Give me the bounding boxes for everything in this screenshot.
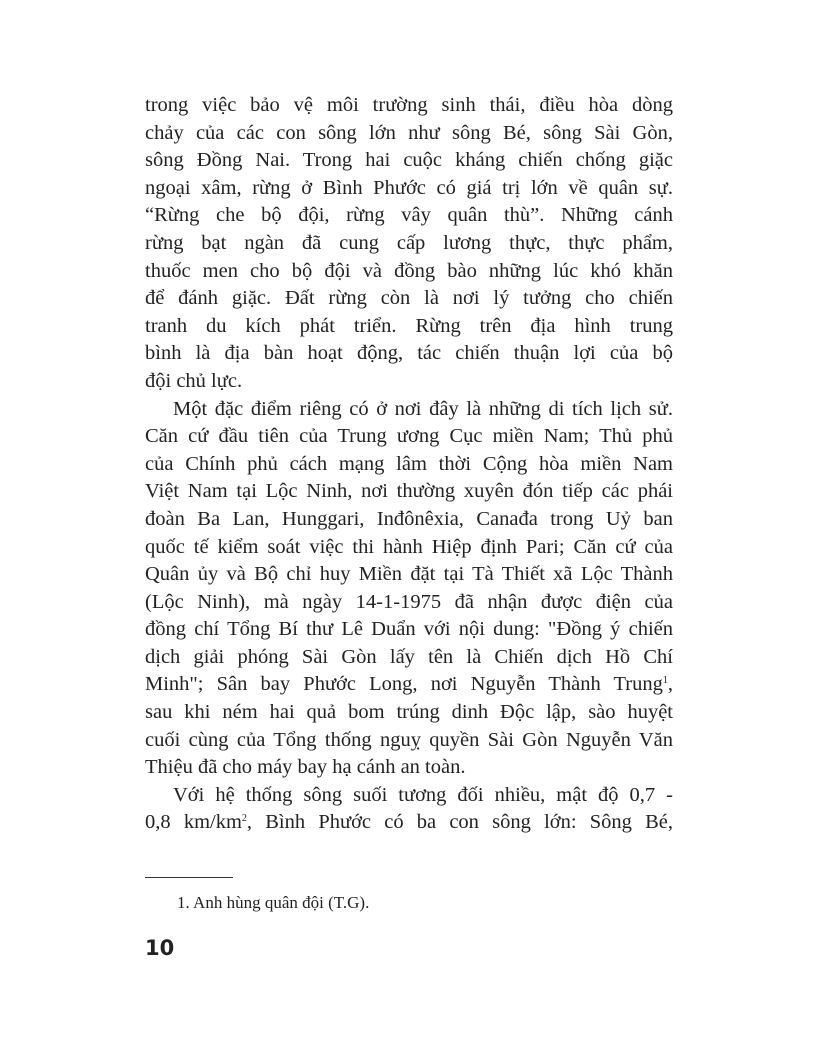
line-text: thuốc men cho bộ đội và đồng bào những lúc khó khăn bbox=[145, 259, 673, 282]
line-text: đội chủ lực. bbox=[145, 369, 243, 392]
text-line bbox=[145, 340, 673, 368]
line-text: (Lộc Ninh), mà ngày 14-1-1975 đã nhận được điện của bbox=[145, 590, 673, 613]
line-text: Quân ủy và Bộ chỉ huy Miền đặt tại Tà Thiết xã Lộc Thành bbox=[145, 563, 673, 586]
text-line bbox=[145, 230, 673, 258]
footnote: 1. Anh hùng quân đội (T.G). bbox=[177, 893, 370, 912]
text-line bbox=[145, 506, 673, 534]
line-text: cuối cùng của Tổng thống nguỵ quyền Sài Gòn Nguyễn Văn bbox=[145, 728, 673, 751]
text-line bbox=[145, 534, 673, 562]
text-line bbox=[145, 396, 673, 424]
line-text: chảy của các con sông lớn như sông Bé, sông Sài Gòn, bbox=[145, 121, 673, 144]
line-text: Với hệ thống sông suối tương đối nhiều, mật độ 0,7 - bbox=[173, 783, 673, 806]
line-text: ngoại xâm, rừng ở Bình Phước có giá trị lớn về quân sự. bbox=[145, 176, 673, 199]
line-text: Việt Nam tại Lộc Ninh, nơi thường xuyên đón tiếp các phái bbox=[145, 480, 673, 503]
text-line bbox=[145, 644, 673, 672]
line-text: Căn cứ đầu tiên của Trung ương Cục miền Nam; Thủ phủ bbox=[145, 425, 673, 448]
text-line bbox=[145, 809, 673, 837]
paragraph bbox=[145, 92, 673, 396]
line-text: rừng bạt ngàn đã cung cấp lương thực, thực phẩm, bbox=[145, 231, 673, 254]
text-line bbox=[145, 616, 673, 644]
line-text: tranh du kích phát triển. Rừng trên địa hình trung bbox=[145, 314, 673, 337]
line-text-continued: , Bình Phước có ba con sông lớn: Sông Bé, bbox=[246, 811, 673, 834]
line-text: dịch giải phóng Sài Gòn lấy tên là Chiến dịch Hồ Chí bbox=[145, 645, 673, 668]
line-text: quốc tế kiểm soát việc thi hành Hiệp định Pari; Căn cứ của bbox=[145, 535, 673, 558]
text-line bbox=[145, 202, 673, 230]
text-line bbox=[145, 368, 673, 396]
text-line bbox=[145, 175, 673, 203]
paragraph bbox=[145, 782, 673, 837]
text-line bbox=[145, 671, 673, 699]
line-text: đồng chí Tổng Bí thư Lê Duẩn với nội dung: "Đồng ý chiến bbox=[145, 618, 673, 641]
line-text: đoàn Ba Lan, Hunggari, Inđônêxia, Canađa trong Uỷ ban bbox=[145, 507, 673, 530]
text-line bbox=[145, 478, 673, 506]
text-line bbox=[145, 258, 673, 286]
page-number: 10 bbox=[145, 936, 175, 960]
footnote-divider bbox=[145, 877, 233, 878]
line-text: để đánh giặc. Đất rừng còn là nơi lý tưởng cho chiến bbox=[145, 287, 673, 310]
text-line bbox=[145, 147, 673, 175]
line-text: sau khi ném hai quả bom trúng dinh Độc lập, sào huyệt bbox=[145, 701, 673, 724]
paragraph bbox=[145, 396, 673, 782]
text-line bbox=[145, 120, 673, 148]
superscript: 1 bbox=[662, 675, 668, 687]
line-text: trong việc bảo vệ môi trường sinh thái, điều hòa dòng bbox=[145, 94, 673, 116]
text-line bbox=[145, 754, 673, 782]
line-text: sông Đồng Nai. Trong hai cuộc kháng chiến chống giặc bbox=[145, 149, 673, 172]
superscript: 2 bbox=[241, 813, 247, 825]
body-text bbox=[145, 92, 673, 837]
line-text: bình là địa bàn hoạt động, tác chiến thuận lợi của bộ bbox=[145, 342, 673, 365]
text-line bbox=[145, 699, 673, 727]
line-text: “Rừng che bộ đội, rừng vây quân thù”. Những cánh bbox=[145, 204, 673, 227]
line-text: của Chính phủ cách mạng lâm thời Cộng hòa miền Nam bbox=[145, 452, 673, 475]
line-text: Một đặc điểm riêng có ở nơi đây là những di tích lịch sử. bbox=[173, 397, 673, 420]
text-line bbox=[145, 561, 673, 589]
line-text: Thiệu đã cho máy bay hạ cánh an toàn. bbox=[145, 756, 466, 779]
text-line bbox=[145, 727, 673, 755]
text-line bbox=[145, 451, 673, 479]
line-text: 0,8 km/km bbox=[145, 811, 242, 834]
text-line bbox=[145, 285, 673, 313]
text-line bbox=[145, 92, 673, 120]
text-line bbox=[145, 782, 673, 810]
line-text: Minh"; Sân bay Phước Long, nơi Nguyễn Thành Trung bbox=[145, 673, 663, 696]
text-line bbox=[145, 313, 673, 341]
text-line bbox=[145, 423, 673, 451]
line-text-continued: , bbox=[667, 673, 673, 696]
text-line bbox=[145, 589, 673, 617]
